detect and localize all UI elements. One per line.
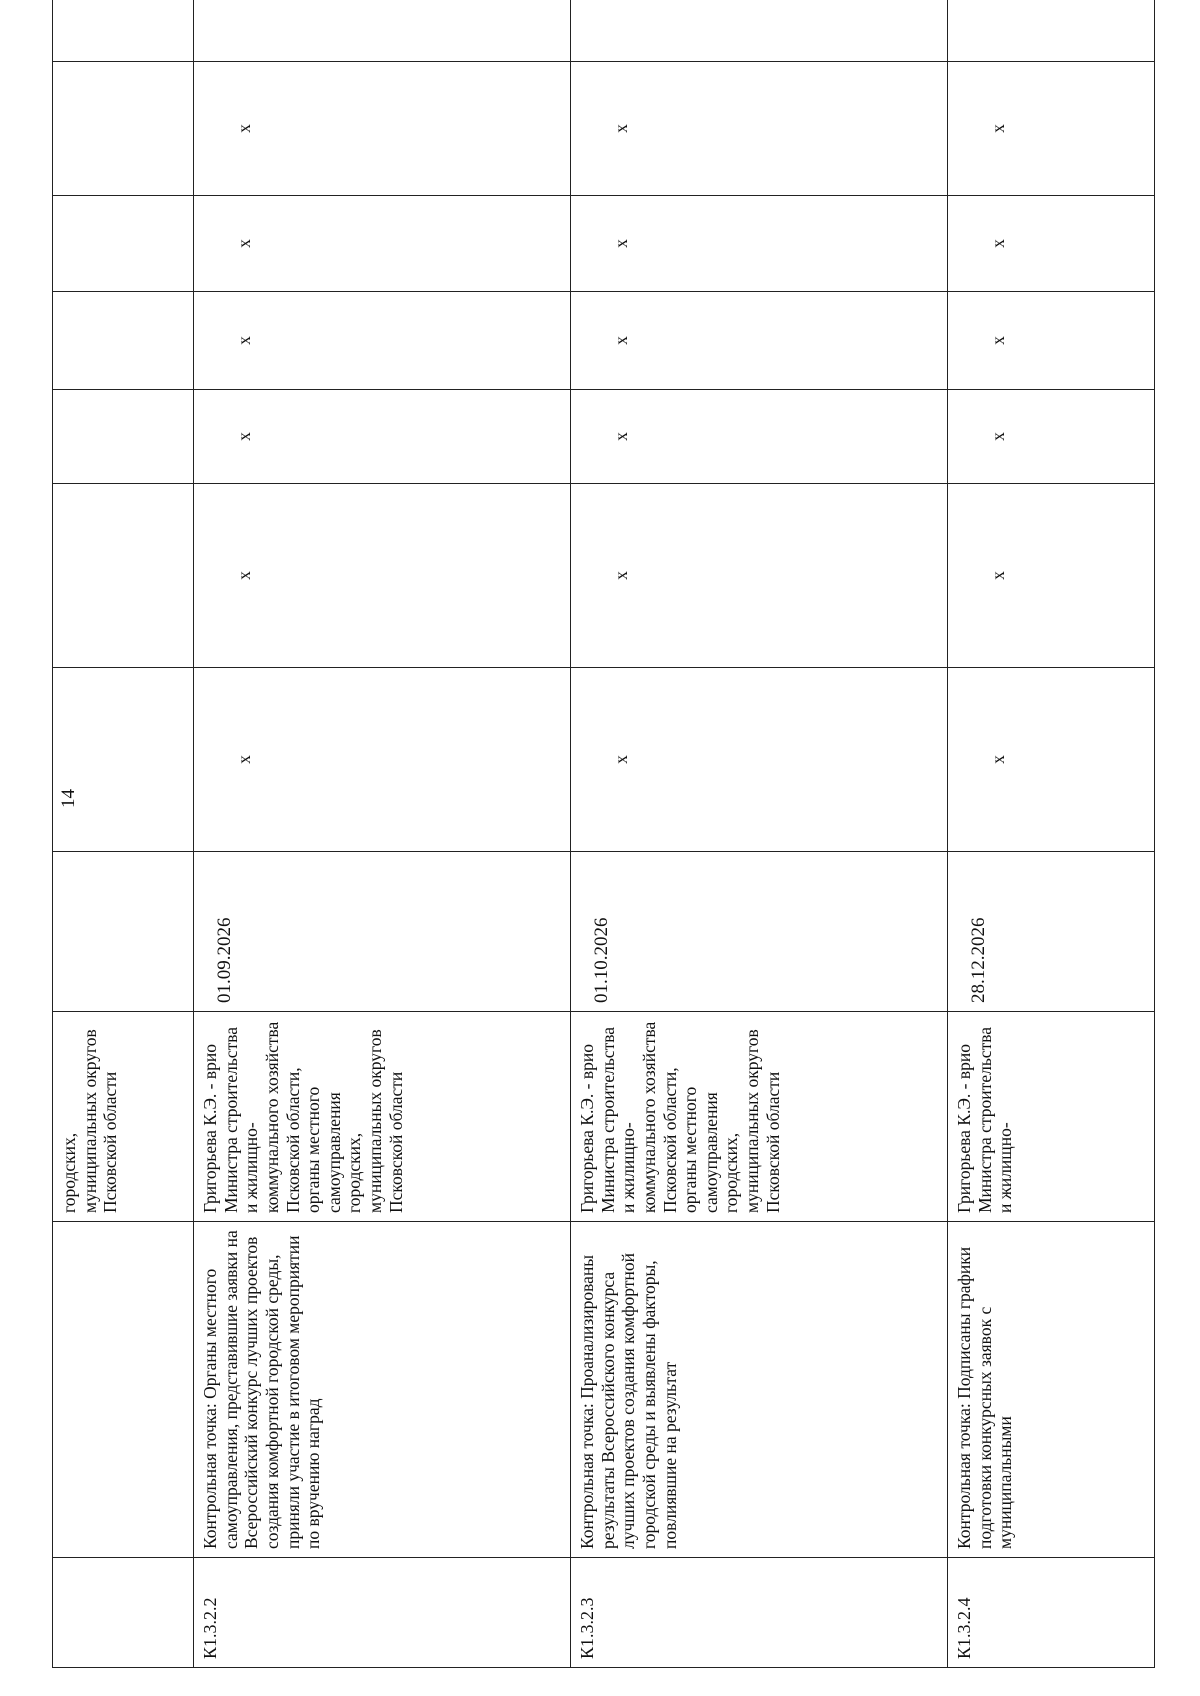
table-row — [571, 0, 948, 1668]
cell-mark: х — [194, 196, 571, 292]
cell-empty — [53, 852, 194, 1012]
cell-responsible: Григорьева К.Э. - врио Министра строительства и жилищно- — [948, 1012, 1155, 1222]
cell-empty — [53, 196, 194, 292]
cell-mark: х — [571, 292, 948, 390]
cell-mark: х — [571, 196, 948, 292]
table-row — [194, 0, 571, 1668]
cell-date: 01.10.2026 — [571, 852, 948, 1012]
cell-empty — [53, 62, 194, 196]
cell-responsible: Григорьева К.Э. - врио Министра строительства и жилищно-коммунального хозяйства Псковской области, органы местного самоуправления городских, муниципальных округов Псковской области — [571, 1012, 948, 1222]
cell-code: К1.3.2.2 — [194, 1558, 571, 1668]
cell-empty — [53, 668, 194, 852]
page-number: 14 — [58, 789, 79, 808]
rotated-table-sheet — [52, 28, 1032, 1668]
cell-empty — [53, 1222, 194, 1558]
cell-mark: х — [948, 196, 1155, 292]
cell-responsible: Григорьева К.Э. - врио Министра строительства и жилищно-коммунального хозяйства Псковской области, органы местного самоуправления городских, муниципальных округов Псковской области — [194, 1012, 571, 1222]
cell-mark: х — [571, 668, 948, 852]
cell-code: К1.3.2.3 — [571, 1558, 948, 1668]
cell-mark: х — [571, 390, 948, 484]
cell-mark: х — [948, 292, 1155, 390]
cell-mark: х — [571, 62, 948, 196]
cell-date: 01.09.2026 — [194, 852, 571, 1012]
cell-mark: х — [948, 668, 1155, 852]
cell-mark: х — [194, 292, 571, 390]
cell-description: Контрольная точка: Подписаны графики подготовки конкурсных заявок с муниципальными — [948, 1222, 1155, 1558]
cell-mark: х — [948, 484, 1155, 668]
cell-code: К1.3.2.4 — [948, 1558, 1155, 1668]
cell-mark: х — [194, 390, 571, 484]
cell-mark: х — [571, 484, 948, 668]
cell-mark — [948, 0, 1155, 62]
control-points-table — [52, 0, 1155, 1668]
cell-mark: х — [948, 62, 1155, 196]
cell-date: 28.12.2026 — [948, 852, 1155, 1012]
cell-empty — [53, 390, 194, 484]
cell-empty — [53, 292, 194, 390]
cell-description: Контрольная точка: Органы местного самоуправления, представившие заявки на Всероссийский конкурс лучших проектов создания комфортной городской среды, приняли участие в итоговом мероприятии по вручению наград — [194, 1222, 571, 1558]
cell-description: Контрольная точка: Проанализированы результаты Всероссийского конкурса лучших проектов создания комфортной городской среды и выявлены факторы, повлиявшие на результат — [571, 1222, 948, 1558]
table-row-continuation — [53, 0, 194, 1668]
cell-mark: х — [194, 668, 571, 852]
cell-empty — [53, 0, 194, 62]
cell-empty — [53, 1558, 194, 1668]
cell-mark: х — [194, 484, 571, 668]
cell-empty — [53, 484, 194, 668]
table-row — [948, 0, 1155, 1668]
cell-mark — [571, 0, 948, 62]
cell-mark — [194, 0, 571, 62]
cell-mark: х — [948, 390, 1155, 484]
cell-responsible: городских, муниципальных округов Псковской области — [53, 1012, 194, 1222]
cell-mark: х — [194, 62, 571, 196]
